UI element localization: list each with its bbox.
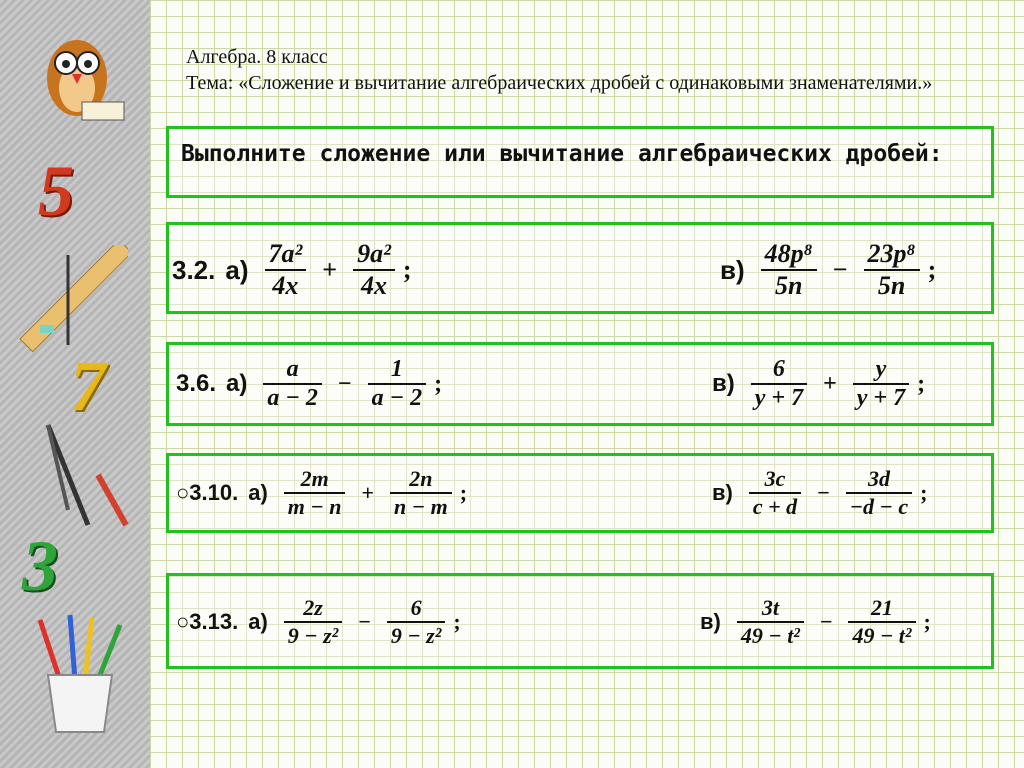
part-label: в) xyxy=(712,370,735,397)
decorative-sidebar xyxy=(0,0,150,768)
semicolon: ; xyxy=(917,370,926,397)
semicolon: ; xyxy=(402,255,412,284)
fraction: $\frac{21}{\text{49 − t²}}$ xyxy=(848,595,915,649)
exercise-3-13-a xyxy=(176,586,461,658)
operator: − xyxy=(832,255,848,284)
exercise-number: 3.2. xyxy=(172,254,216,285)
exercise-3-10-a xyxy=(176,458,467,528)
fraction: $\frac{3c}{c + d}$ xyxy=(749,466,801,520)
operator: + xyxy=(361,480,375,505)
part-label: в) xyxy=(700,609,721,634)
exercise-3-13-v xyxy=(700,586,931,658)
semicolon: ; xyxy=(923,609,931,634)
topic-line: Тема: «Сложение и вычитание алгебраических дробей с одинаковыми знаменателями.» xyxy=(186,72,933,94)
part-label: а) xyxy=(225,254,249,285)
exercise-3-6-v xyxy=(712,348,925,420)
owl-teacher-icon xyxy=(22,18,132,128)
semicolon: ; xyxy=(920,480,928,505)
operator: + xyxy=(322,255,338,284)
part-label: а) xyxy=(226,370,248,397)
digit-five: 5 xyxy=(38,151,74,231)
fraction: $\frac{\text{48p⁸}}{5n}$ xyxy=(761,239,817,301)
fraction: $\frac{1}{a - 2}$ xyxy=(368,356,427,412)
fraction: $\frac{3t}{\text{49 − t²}}$ xyxy=(737,595,804,649)
part-label: а) xyxy=(248,609,268,634)
task-text: Выполните сложение или вычитание алгебраических дробей: xyxy=(181,141,943,167)
fraction: $\frac{2n}{n - m}$ xyxy=(390,466,452,520)
semicolon: ; xyxy=(927,255,937,284)
pencil-cup-icon xyxy=(30,610,130,740)
semicolon: ; xyxy=(434,370,443,397)
lesson-header xyxy=(186,44,986,96)
exercise-3-10-v xyxy=(712,458,927,528)
operator: − xyxy=(819,609,833,634)
fraction: $\frac{2m}{m - n}$ xyxy=(284,466,346,520)
fraction: $\frac{3d}{-d - c}$ xyxy=(846,466,912,520)
subject-line: Алгебра. 8 класс xyxy=(186,46,328,68)
fraction: $\frac{a}{a - 2}$ xyxy=(263,356,322,412)
operator: + xyxy=(823,370,837,397)
exercise-3-2-v xyxy=(720,232,936,308)
fraction: $\frac{6}{y + 7}$ xyxy=(751,356,807,412)
ruler-icon xyxy=(18,245,128,355)
operator: − xyxy=(337,370,352,397)
fraction: $\frac{6}{\text{9 − z²}}$ xyxy=(387,595,446,649)
exercise-number: 3.6. xyxy=(176,370,217,397)
semicolon: ; xyxy=(459,480,468,505)
exercise-3-2-a xyxy=(172,232,412,308)
fraction: $\frac{\text{23p⁸}}{5n}$ xyxy=(864,239,920,301)
operator: − xyxy=(358,609,371,634)
part-label: в) xyxy=(720,254,745,285)
fraction: $\frac{\text{7a²}}{4x}$ xyxy=(265,239,307,301)
exercise-number: ○3.13. xyxy=(176,609,239,634)
task-box xyxy=(166,126,994,198)
semicolon: ; xyxy=(453,609,461,634)
part-label: а) xyxy=(248,480,268,505)
part-label: в) xyxy=(712,480,733,505)
exercise-3-6-a xyxy=(176,348,442,420)
digit-seven: 7 xyxy=(70,346,106,426)
fraction: $\frac{2z}{\text{9 − z²}}$ xyxy=(284,595,343,649)
compass-icon xyxy=(28,415,138,535)
exercise-number: ○3.10. xyxy=(176,480,239,505)
digit-three: 3 xyxy=(22,526,58,606)
fraction: $\frac{y}{y + 7}$ xyxy=(853,356,909,412)
operator: − xyxy=(817,480,830,505)
fraction: $\frac{\text{9a²}}{4x}$ xyxy=(353,239,395,301)
